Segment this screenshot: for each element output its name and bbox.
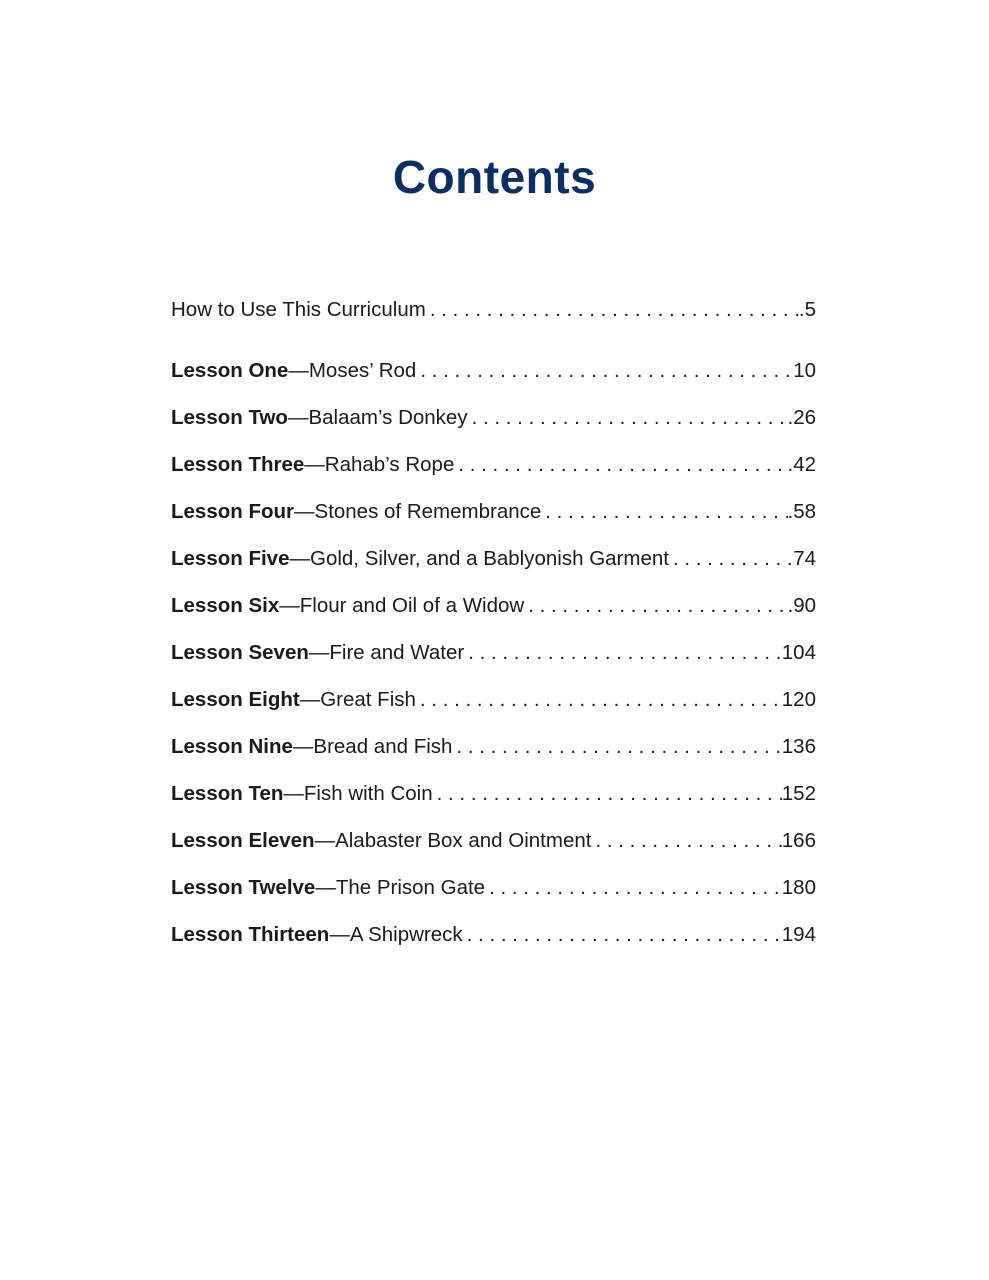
dot-leader — [524, 591, 787, 621]
dot-leader — [452, 732, 781, 762]
toc-page-number: .5 — [798, 298, 816, 321]
toc-entry-lesson-three[interactable] — [171, 450, 816, 480]
toc-page-number: 152 — [781, 782, 816, 805]
toc-entry-lesson-four[interactable] — [171, 497, 816, 527]
toc-entry-lesson-two[interactable] — [171, 403, 816, 433]
lesson-number: Lesson Ten — [171, 782, 284, 805]
toc-entry-lesson-eleven[interactable] — [171, 826, 816, 856]
toc-page-number: 74 — [793, 547, 816, 570]
toc-entry-label-wrap — [171, 356, 416, 386]
toc-entry-label-wrap — [171, 638, 464, 668]
lesson-topic: —Fire and Water — [308, 641, 465, 664]
lesson-number: Lesson Six — [171, 594, 280, 617]
toc-entry-lesson-eight[interactable] — [171, 685, 816, 715]
toc-entry-lesson-nine[interactable] — [171, 732, 816, 762]
toc-entry-label-wrap — [171, 920, 463, 950]
dot-leader — [541, 497, 787, 527]
toc-entry-label-wrap — [171, 591, 524, 621]
dot-leader — [433, 779, 782, 809]
toc-entry-label: How to Use This Curriculum — [171, 298, 426, 321]
toc-entry-label-wrap — [171, 779, 433, 809]
lesson-topic: —The Prison Gate — [315, 876, 486, 899]
toc-entry-lesson-twelve[interactable] — [171, 873, 816, 903]
dot-leader — [463, 920, 782, 950]
page-title: Contents — [392, 151, 597, 203]
toc-page-number: 120 — [781, 688, 816, 711]
lesson-number: Lesson Seven — [171, 641, 309, 664]
toc-entry-label-wrap — [171, 450, 454, 480]
dot-leader — [591, 826, 781, 856]
toc-page-number: .90 — [787, 594, 816, 617]
dot-leader — [669, 544, 793, 574]
lesson-number: Lesson Twelve — [171, 876, 316, 899]
lesson-topic: —Flour and Oil of a Widow — [279, 594, 525, 617]
lesson-number: Lesson Five — [171, 547, 290, 570]
toc-entry-label-wrap — [171, 826, 591, 856]
lesson-topic: —A Shipwreck — [329, 923, 463, 946]
lesson-number: Lesson Three — [171, 453, 305, 476]
toc-entry-lesson-thirteen[interactable] — [171, 920, 816, 950]
toc-page-number: .58 — [787, 500, 816, 523]
toc-page-number: .26 — [787, 406, 816, 429]
lesson-number: Lesson Thirteen — [171, 923, 330, 946]
toc-page-number: 166 — [781, 829, 816, 852]
toc-entry-label-wrap — [171, 873, 485, 903]
toc-page-number: 136 — [781, 735, 816, 758]
lesson-topic: —Gold, Silver, and a Bablyonish Garment — [289, 547, 669, 570]
toc-entry-label-wrap — [171, 732, 452, 762]
lesson-topic: —Alabaster Box and Ointment — [314, 829, 592, 852]
toc-entry-label-wrap — [171, 544, 669, 574]
dot-leader — [454, 450, 787, 480]
lesson-topic: —Bread and Fish — [292, 735, 453, 758]
dot-leader — [416, 685, 782, 715]
lesson-topic: —Stones of Remembrance — [294, 500, 542, 523]
lesson-number: Lesson Nine — [171, 735, 293, 758]
lesson-number: Lesson Eight — [171, 688, 300, 711]
lesson-number: Lesson Four — [171, 500, 295, 523]
toc-entry-lesson-one[interactable] — [171, 356, 816, 386]
toc-page-number: 10 — [793, 359, 816, 382]
lesson-topic: —Fish with Coin — [283, 782, 433, 805]
dot-leader — [464, 638, 782, 668]
dot-leader — [468, 403, 788, 433]
toc-entry-label-wrap — [171, 685, 416, 715]
dot-leader — [416, 356, 793, 386]
toc-page-number: 180 — [781, 876, 816, 899]
table-of-contents — [171, 0, 816, 1280]
toc-entry-label-wrap — [171, 403, 468, 433]
dot-leader — [485, 873, 782, 903]
toc-entry-lesson-seven[interactable] — [171, 638, 816, 668]
lesson-topic: —Balaam’s Donkey — [287, 406, 468, 429]
toc-entry-lesson-ten[interactable] — [171, 779, 816, 809]
toc-entry-lesson-six[interactable] — [171, 591, 816, 621]
lesson-number: Lesson Eleven — [171, 829, 315, 852]
lesson-topic: —Moses’ Rod — [288, 359, 417, 382]
lesson-number: Lesson One — [171, 359, 289, 382]
lesson-topic: —Great Fish — [299, 688, 416, 711]
toc-entry-how-to-use[interactable] — [171, 295, 816, 325]
toc-entry-lesson-five[interactable] — [171, 544, 816, 574]
toc-entry-label-wrap — [171, 497, 541, 527]
dot-leader — [426, 295, 799, 325]
lesson-number: Lesson Two — [171, 406, 288, 429]
toc-page-number: 104 — [781, 641, 816, 664]
lesson-topic: —Rahab’s Rope — [304, 453, 455, 476]
toc-page-number: 194 — [781, 923, 816, 946]
toc-page-number: .42 — [787, 453, 816, 476]
toc-entry-label-wrap — [171, 295, 426, 325]
